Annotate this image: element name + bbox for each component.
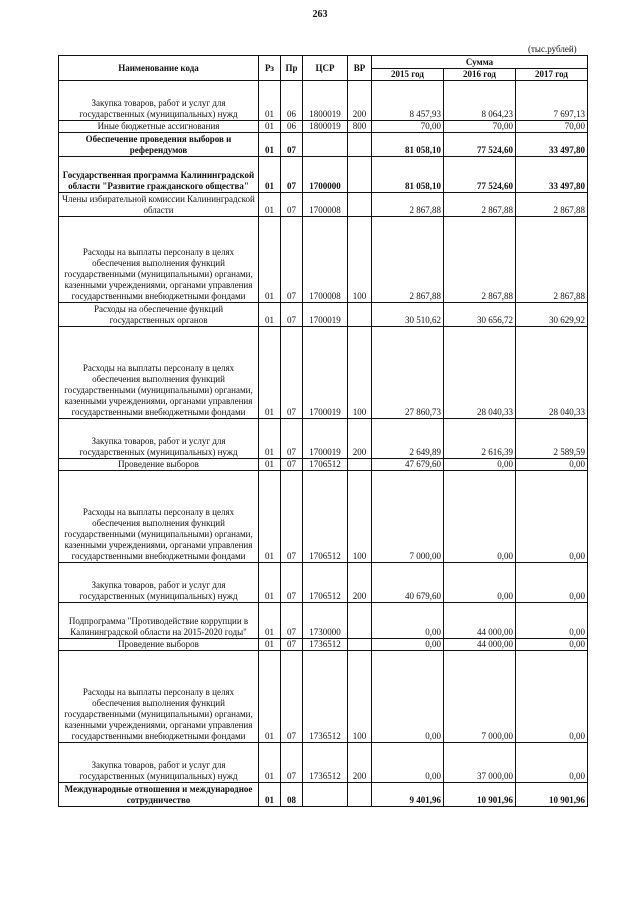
row-name: Расходы на выплаты персоналу в целях обеспечения выполнения функций государственными (муниципальными) органами, казенными учреждениями, органами управления государственными внебюджетными фондами — [59, 651, 259, 743]
header-2016: 2016 год — [444, 69, 516, 81]
row-csr — [303, 133, 348, 157]
row-2017: 0,00 — [516, 603, 588, 639]
row-rz: 01 — [259, 193, 281, 217]
row-name: Закупка товаров, работ и услуг для государственных (муниципальных) нужд — [59, 81, 259, 121]
row-2016: 44 000,00 — [444, 603, 516, 639]
row-2015: 40 679,60 — [372, 563, 444, 603]
row-name: Закупка товаров, работ и услуг для государственных (муниципальных) нужд — [59, 419, 259, 459]
row-csr: 1706512 — [303, 563, 348, 603]
row-2016: 2 616,39 — [444, 419, 516, 459]
row-rz: 01 — [259, 81, 281, 121]
header-name: Наименование кода — [59, 56, 259, 81]
row-vr: 200 — [348, 563, 372, 603]
row-csr: 1700019 — [303, 303, 348, 327]
row-rz: 01 — [259, 459, 281, 471]
row-2015: 0,00 — [372, 603, 444, 639]
row-2015: 81 058,10 — [372, 133, 444, 157]
row-2016: 8 064,23 — [444, 81, 516, 121]
row-2017: 2 867,88 — [516, 193, 588, 217]
row-2017: 2 589,59 — [516, 419, 588, 459]
row-name: Расходы на выплаты персоналу в целях обеспечения выполнения функций государственными (муниципальными) органами, казенными учреждениями, органами управления государственными внебюджетными фондами — [59, 471, 259, 563]
table-row — [59, 81, 588, 121]
row-vr — [348, 459, 372, 471]
row-name: Расходы на выплаты персоналу в целях обеспечения выполнения функций государственными (муниципальными) органами, казенными учреждениями, органами управления государственными внебюджетными фондами — [59, 327, 259, 419]
row-name: Члены избирательной комиссии Калининградской области — [59, 193, 259, 217]
row-name: Закупка товаров, работ и услуг для государственных (муниципальных) нужд — [59, 563, 259, 603]
row-csr: 1700019 — [303, 419, 348, 459]
row-2017: 33 497,80 — [516, 133, 588, 157]
table-row — [59, 193, 588, 217]
row-name: Международные отношения и международное сотрудничество — [59, 783, 259, 807]
row-name: Иные бюджетные ассигнования — [59, 121, 259, 133]
row-2016: 10 901,96 — [444, 783, 516, 807]
table-row — [59, 603, 588, 639]
row-csr: 1700008 — [303, 217, 348, 303]
row-csr — [303, 783, 348, 807]
table-row — [59, 419, 588, 459]
row-2016: 70,00 — [444, 121, 516, 133]
row-csr: 1736512 — [303, 743, 348, 783]
row-name: Государственная программа Калининградской области "Развитие гражданского общества" — [59, 157, 259, 193]
row-pr: 07 — [281, 327, 303, 419]
row-csr: 1730000 — [303, 603, 348, 639]
header-csr: ЦСР — [303, 56, 348, 81]
row-2016: 37 000,00 — [444, 743, 516, 783]
row-rz: 01 — [259, 121, 281, 133]
page-number: 263 — [312, 9, 328, 20]
row-vr: 100 — [348, 471, 372, 563]
header-pr: Пр — [281, 56, 303, 81]
row-pr: 06 — [281, 81, 303, 121]
row-2016: 0,00 — [444, 459, 516, 471]
row-csr: 1800019 — [303, 121, 348, 133]
row-pr: 07 — [281, 639, 303, 651]
row-pr: 07 — [281, 563, 303, 603]
row-pr: 07 — [281, 603, 303, 639]
row-pr: 07 — [281, 419, 303, 459]
row-name: Проведение выборов — [59, 459, 259, 471]
row-name: Обеспечение проведения выборов и референдумов — [59, 133, 259, 157]
row-2016: 77 524,60 — [444, 157, 516, 193]
row-rz: 01 — [259, 157, 281, 193]
row-2017: 2 867,88 — [516, 217, 588, 303]
table-row — [59, 133, 588, 157]
row-pr: 07 — [281, 651, 303, 743]
row-rz: 01 — [259, 303, 281, 327]
row-name: Расходы на обеспечение функций государственных органов — [59, 303, 259, 327]
row-2015: 9 401,96 — [372, 783, 444, 807]
row-rz: 01 — [259, 603, 281, 639]
row-2016: 77 524,60 — [444, 133, 516, 157]
row-2015: 8 457,93 — [372, 81, 444, 121]
row-vr: 200 — [348, 743, 372, 783]
row-vr — [348, 603, 372, 639]
row-rz: 01 — [259, 327, 281, 419]
row-name: Расходы на выплаты персоналу в целях обеспечения выполнения функций государственными (муниципальными) органами, казенными учреждениями, органами управления государственными внебюджетными фондами — [59, 217, 259, 303]
row-csr: 1706512 — [303, 471, 348, 563]
row-vr — [348, 783, 372, 807]
header-vr: ВР — [348, 56, 372, 81]
row-rz: 01 — [259, 783, 281, 807]
row-rz: 01 — [259, 639, 281, 651]
row-2015: 81 058,10 — [372, 157, 444, 193]
row-rz: 01 — [259, 217, 281, 303]
row-vr — [348, 639, 372, 651]
row-pr: 06 — [281, 121, 303, 133]
header-sum: Сумма — [372, 56, 588, 69]
row-2016: 0,00 — [444, 563, 516, 603]
row-csr: 1736512 — [303, 639, 348, 651]
row-2015: 2 867,88 — [372, 193, 444, 217]
row-vr — [348, 193, 372, 217]
header-2017: 2017 год — [516, 69, 588, 81]
row-2015: 30 510,62 — [372, 303, 444, 327]
row-2015: 7 000,00 — [372, 471, 444, 563]
row-pr: 07 — [281, 193, 303, 217]
table-row — [59, 327, 588, 419]
row-2015: 2 867,88 — [372, 217, 444, 303]
table-row — [59, 121, 588, 133]
row-2016: 2 867,88 — [444, 217, 516, 303]
row-csr: 1736512 — [303, 651, 348, 743]
table-row — [59, 459, 588, 471]
budget-table — [58, 55, 588, 807]
row-rz: 01 — [259, 651, 281, 743]
table-row — [59, 303, 588, 327]
table-row — [59, 217, 588, 303]
row-2015: 47 679,60 — [372, 459, 444, 471]
row-vr: 200 — [348, 81, 372, 121]
row-vr: 800 — [348, 121, 372, 133]
row-2017: 0,00 — [516, 743, 588, 783]
row-csr: 1700008 — [303, 193, 348, 217]
row-2017: 0,00 — [516, 459, 588, 471]
row-2016: 2 867,88 — [444, 193, 516, 217]
row-2015: 27 860,73 — [372, 327, 444, 419]
row-pr: 07 — [281, 133, 303, 157]
row-name: Проведение выборов — [59, 639, 259, 651]
row-2016: 28 040,33 — [444, 327, 516, 419]
row-vr — [348, 303, 372, 327]
row-rz: 01 — [259, 133, 281, 157]
row-pr: 08 — [281, 783, 303, 807]
table-row — [59, 157, 588, 193]
row-csr: 1800019 — [303, 81, 348, 121]
row-rz: 01 — [259, 563, 281, 603]
row-2015: 70,00 — [372, 121, 444, 133]
row-pr: 07 — [281, 217, 303, 303]
row-2017: 0,00 — [516, 639, 588, 651]
row-pr: 07 — [281, 459, 303, 471]
row-2015: 2 649,89 — [372, 419, 444, 459]
row-2017: 30 629,92 — [516, 303, 588, 327]
row-vr: 100 — [348, 651, 372, 743]
unit-note: (тыс.рублей) — [528, 44, 577, 54]
row-pr: 07 — [281, 471, 303, 563]
row-2016: 0,00 — [444, 471, 516, 563]
table-row — [59, 651, 588, 743]
row-2015: 0,00 — [372, 743, 444, 783]
row-csr: 1700019 — [303, 327, 348, 419]
row-pr: 07 — [281, 157, 303, 193]
header-rz: Рз — [259, 56, 281, 81]
row-name: Подпрограмма "Противодействие коррупции в Калининградской области на 2015-2020 годы" — [59, 603, 259, 639]
row-vr — [348, 157, 372, 193]
row-rz: 01 — [259, 419, 281, 459]
row-2015: 0,00 — [372, 651, 444, 743]
row-2017: 0,00 — [516, 651, 588, 743]
row-rz: 01 — [259, 471, 281, 563]
row-2015: 0,00 — [372, 639, 444, 651]
table-row — [59, 471, 588, 563]
row-2016: 7 000,00 — [444, 651, 516, 743]
row-2017: 28 040,33 — [516, 327, 588, 419]
row-csr: 1706512 — [303, 459, 348, 471]
row-name: Закупка товаров, работ и услуг для государственных (муниципальных) нужд — [59, 743, 259, 783]
table-row — [59, 783, 588, 807]
row-2017: 70,00 — [516, 121, 588, 133]
row-csr: 1700000 — [303, 157, 348, 193]
row-2016: 44 000,00 — [444, 639, 516, 651]
row-rz: 01 — [259, 743, 281, 783]
row-2017: 0,00 — [516, 471, 588, 563]
row-2017: 7 697,13 — [516, 81, 588, 121]
header-2015: 2015 год — [372, 69, 444, 81]
table-row — [59, 639, 588, 651]
row-vr: 100 — [348, 217, 372, 303]
table-row — [59, 563, 588, 603]
row-pr: 07 — [281, 743, 303, 783]
row-2017: 0,00 — [516, 563, 588, 603]
row-pr: 07 — [281, 303, 303, 327]
row-2017: 10 901,96 — [516, 783, 588, 807]
row-2016: 30 656,72 — [444, 303, 516, 327]
table-row — [59, 743, 588, 783]
row-vr: 100 — [348, 327, 372, 419]
row-vr: 200 — [348, 419, 372, 459]
row-2017: 33 497,80 — [516, 157, 588, 193]
row-vr — [348, 133, 372, 157]
